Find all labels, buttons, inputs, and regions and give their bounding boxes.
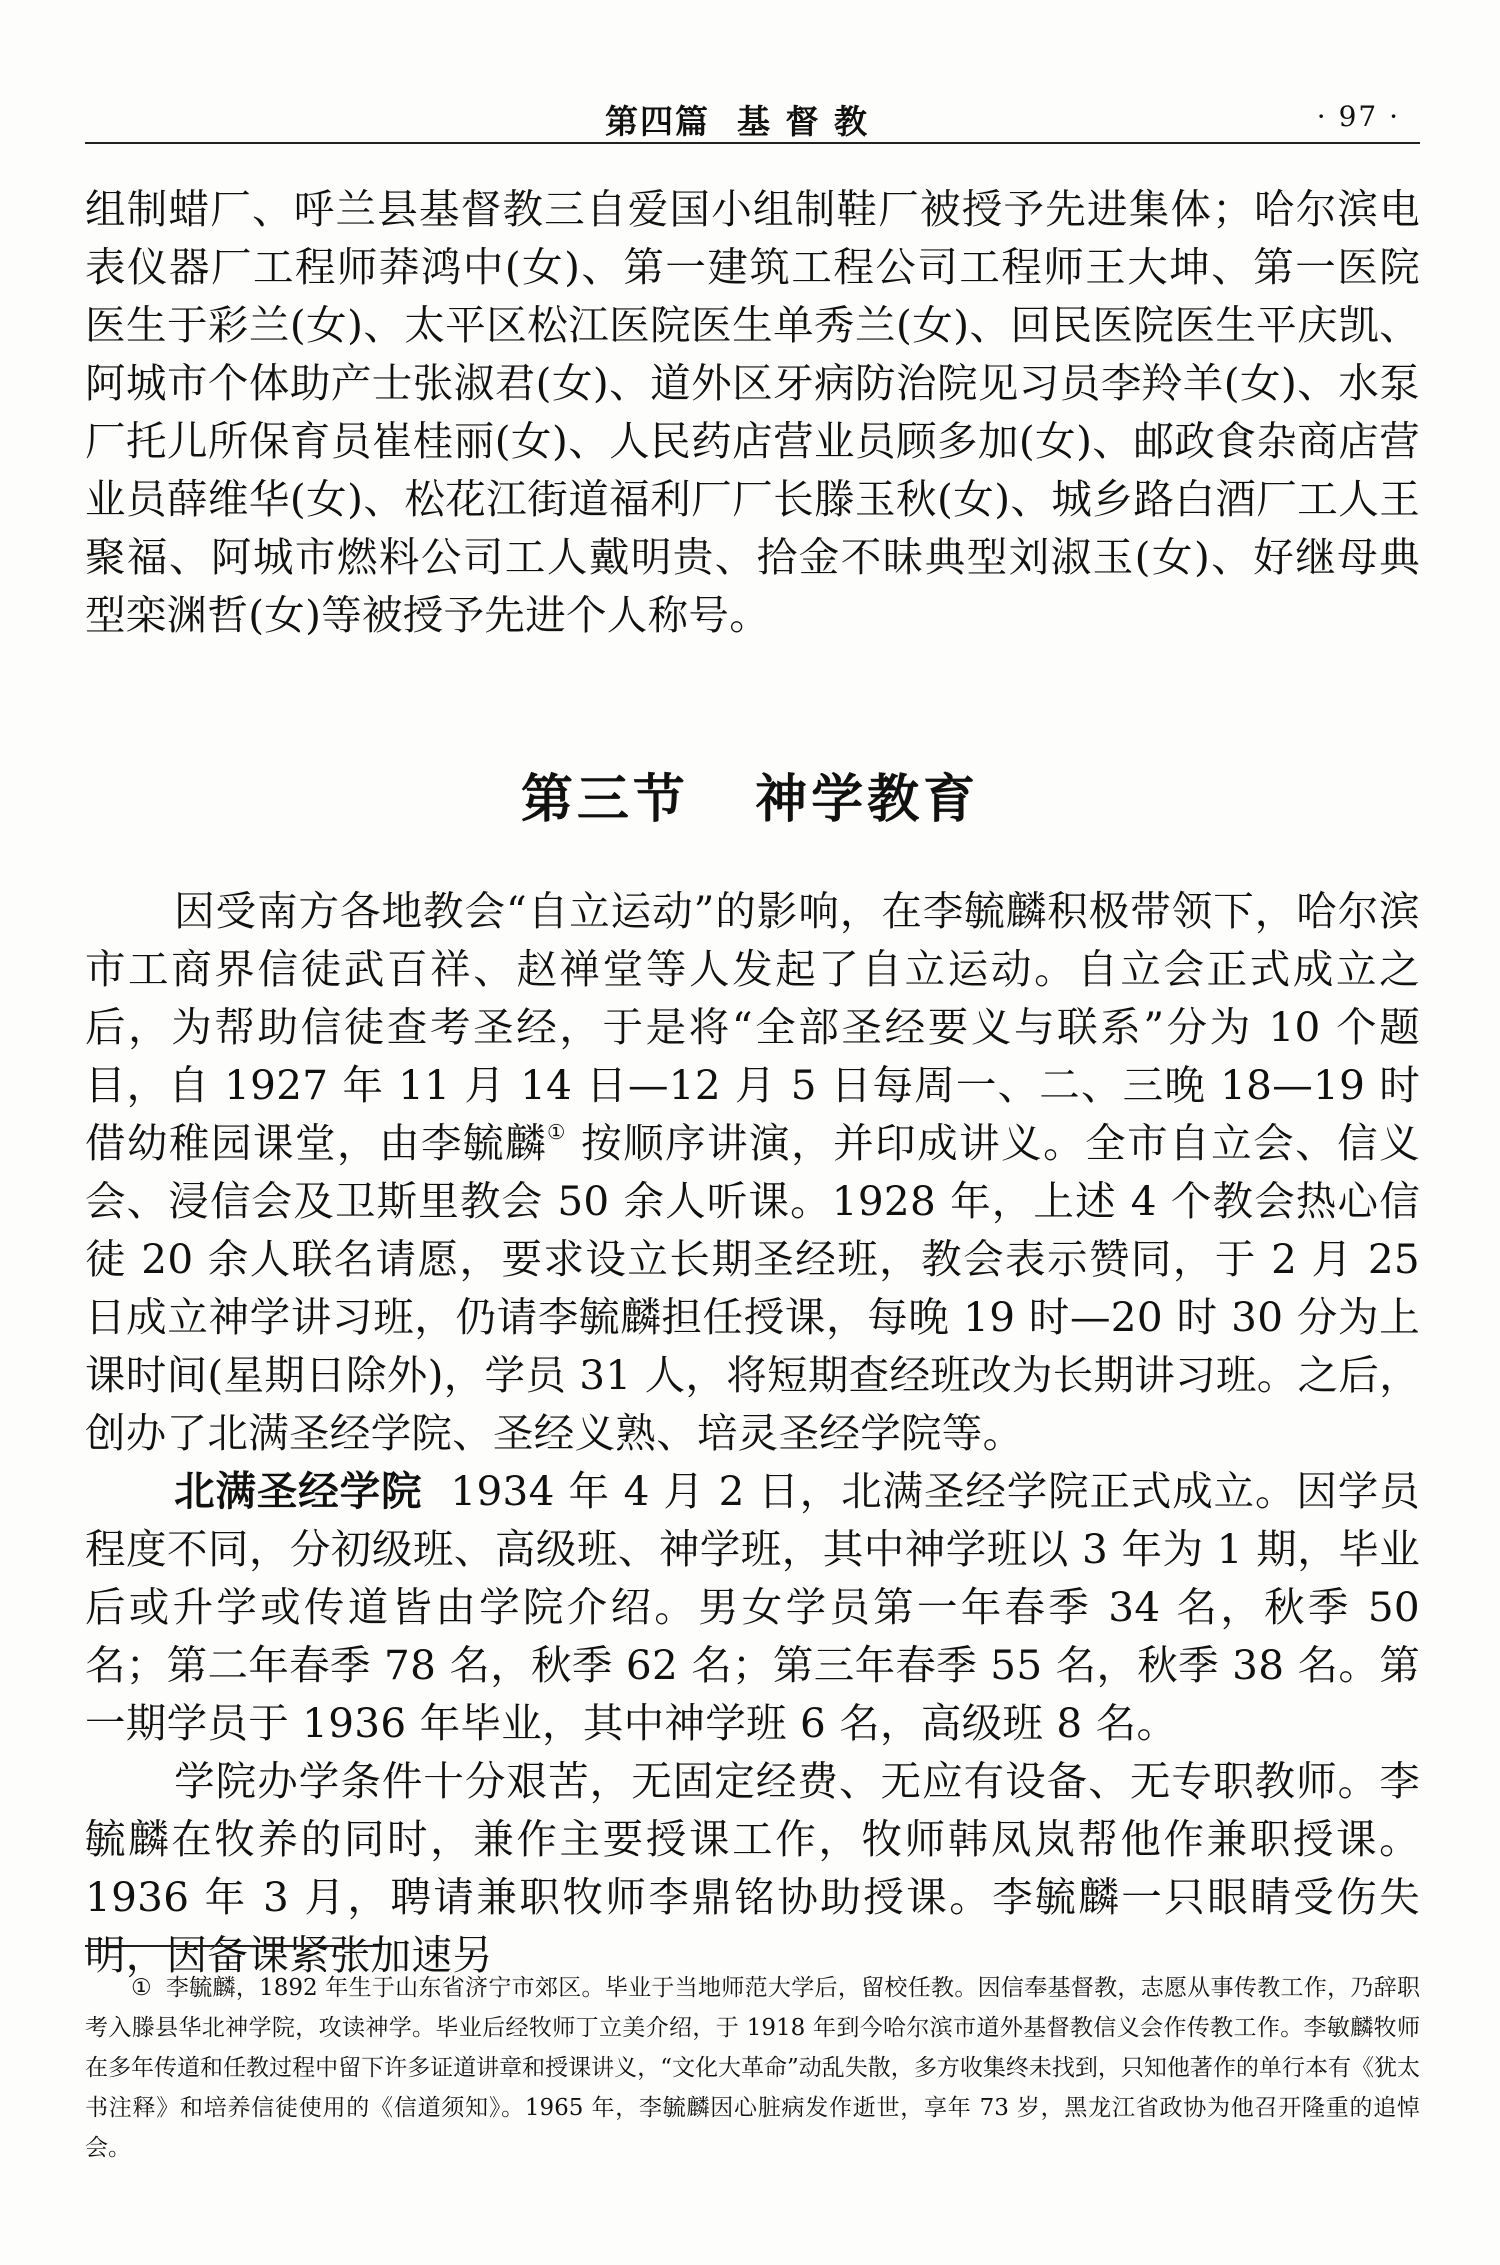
paragraph-text-part-a: 因受南方各地教会“自立运动”的影响，在李毓麟积极带领下，哈尔滨市工商界信徒武百祥、赵禅堂等人发起了自立运动。自立会正式成立之后，为帮助信徒查考圣经，于是将“全部圣经要义与联系”分为 10 个题目，自 1927 年 11 月 14 日—12 月 5 日每周一、二、三晚 18—19 时借幼稚园课堂，由李毓麟 [85, 887, 1420, 1167]
section-paragraph-1 [85, 882, 1420, 1462]
subsection-lead-heading: 北满圣经学院 [174, 1467, 423, 1515]
paragraph-text: 组制蜡厂、呼兰县基督教三自爱国小组制鞋厂被授予先进集体；哈尔滨电表仪器厂工程师莽鸿中(女)、第一建筑工程公司工程师王大坤、第一医院医生于彩兰(女)、太平区松江医院医生单秀兰(女)、回民医院医生平庆凯、阿城市个体助产士张淑君(女)、道外区牙病防治院见习员李羚羊(女)、水泵厂托儿所保育员崔桂丽(女)、人民药店营业员顾多加(女)、邮政食杂商店营业员薛维华(女)、松花江街道福利厂厂长滕玉秋(女)、城乡路白酒厂工人王聚福、阿城市燃料公司工人戴明贵、拾金不昧典型刘淑玉(女)、好继母典型栾渊哲(女)等被授予先进个人称号。 [85, 185, 1420, 639]
footnote-reference: ① [547, 1119, 567, 1144]
section-paragraph-3: 学院办学条件十分艰苦，无固定经费、无应有设备、无专职教师。李毓麟在牧养的同时，兼作主要授课工作，牧师韩凤岚帮他作兼职授课。1936 年 3 月，聘请兼职牧师李鼎铭协助授课。李毓麟一只眼睛受伤失明，因备课紧张加速另 [85, 1757, 1420, 1979]
paragraph-text-part-b: 按顺序讲演，并印成讲义。全市自立会、信义会、浸信会及卫斯里教会 50 余人听课。1928 年，上述 4 个教会热心信徒 20 余人联名请愿，要求设立长期圣经班，教会表示赞同，于 2 月 25 日成立神学讲习班，仍请李毓麟担任授课，每晚 19 时—20 时 30 分为上课时间(星期日除外)，学员 31 人，将短期查经班改为长期讲习班。之后，创办了北满圣经学院、圣经义熟、培灵圣经学院等。 [85, 1119, 1420, 1457]
running-header [85, 92, 1420, 144]
footnote-mark: ① [131, 1975, 152, 2001]
section-heading: 第三节 神学教育 [520, 770, 980, 830]
paragraph-text: 1934 年 4 月 2 日，北满圣经学院正式成立。因学员程度不同，分初级班、高级班、神学班，其中神学班以 3 年为 1 期，毕业后或升学或传道皆由学院介绍。男女学员第一年春季 34 名，秋季 50 名；第二年春季 78 名，秋季 62 名；第三年春季 55 名，秋季 38 名。第一期学员于 1936 年毕业，其中神学班 6 名，高级班 8 名。 [85, 1467, 1420, 1747]
continued-paragraph [85, 180, 1420, 644]
footnote-text: 李毓麟，1892 年生于山东省济宁市郊区。毕业于当地师范大学后，留校任教。因信奉基督教，志愿从事传教工作，乃辞职考入滕县华北神学院，攻读神学。毕业后经牧师丁立美介绍，于 1918 年到今哈尔滨市道外基督教信义会作传教工作。李敏麟牧师在多年传道和任教过程中留下许多证道讲章和授课讲义，“文化大革命”动乱失散，多方收集终未找到，只知他著作的单行本有《犹太书注释》和培养信徒使用的《信道须知》。1965 年，李毓麟因心脏病发作逝世，享年 73 岁，黑龙江省政协为他召开隆重的追悼会。 [85, 1975, 1420, 2161]
section-paragraph-2 [85, 1462, 1420, 1752]
footnote-paragraph [85, 1968, 1420, 2168]
page-number: · 97 · [1316, 100, 1400, 133]
running-header-title: 第四篇 基 督 教 [605, 102, 869, 141]
footnote-divider [85, 1945, 380, 1947]
section-body [85, 882, 1420, 1984]
footnote [85, 1968, 1420, 2168]
